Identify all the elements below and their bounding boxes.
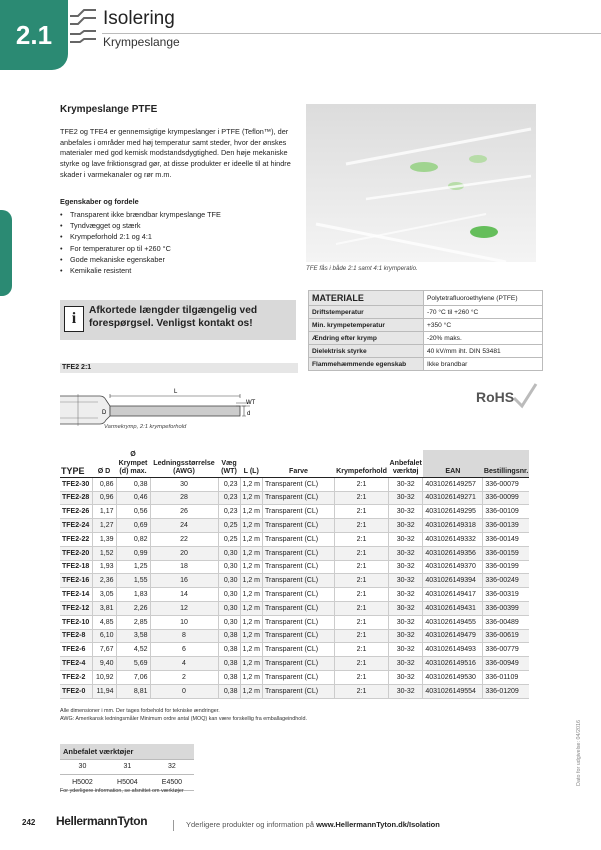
table-cell: TFE2-22 <box>60 532 92 546</box>
table-cell: 2:1 <box>335 560 389 574</box>
table-cell: 336-01209 <box>483 684 530 698</box>
table-cell: 1,2 m <box>240 684 263 698</box>
table-cell: 2,36 <box>92 574 116 588</box>
col-header: Væg (WT) <box>218 450 240 477</box>
table-cell: 30-32 <box>389 684 423 698</box>
table-cell: 11,94 <box>92 684 116 698</box>
table-cell: 2:1 <box>335 670 389 684</box>
brand-logo: HellermannTyton <box>56 814 148 828</box>
table-cell: 0,30 <box>218 546 240 560</box>
shrunk-diameter-label: d <box>247 411 251 417</box>
table-cell: 12 <box>150 601 218 615</box>
table-cell: 6,10 <box>92 629 116 643</box>
tools-table <box>60 744 194 791</box>
table-cell: TFE2-28 <box>60 491 92 505</box>
table-cell: 4031026149257 <box>423 477 483 491</box>
table-cell: Transparent (CL) <box>263 643 335 657</box>
table-cell: 4031026149332 <box>423 532 483 546</box>
feature-item: • Transparent ikke brændbar krympeslange TFE <box>60 209 300 220</box>
table-cell: Transparent (CL) <box>263 560 335 574</box>
notice-text: Afkortede længder tilgængelig ved forespørgsel. Venligst kontakt os! <box>89 305 258 329</box>
table-cell: TFE2-26 <box>60 505 92 519</box>
col-header: EAN <box>423 450 483 477</box>
table-cell: TFE2-14 <box>60 588 92 602</box>
col-header: L (L) <box>240 450 263 477</box>
property-value: +350 °C <box>424 319 543 332</box>
tools-note: For yderligere information, se afsnittet om værktøjer <box>60 788 184 794</box>
table-cell: Transparent (CL) <box>263 657 335 671</box>
table-row <box>60 615 529 629</box>
table-cell: 336-00779 <box>483 643 530 657</box>
table-cell: 0,23 <box>218 477 240 491</box>
table-cell: 4031026149516 <box>423 657 483 671</box>
table-cell: 336-00949 <box>483 657 530 671</box>
tool-cell: E4500 <box>150 775 194 791</box>
footer-link[interactable]: www.HellermannTyton.dk/Isolation <box>316 820 440 829</box>
series-label: TFE2 2:1 <box>60 363 298 373</box>
table-cell: 24 <box>150 519 218 533</box>
col-header: Anbefalet værktøj <box>389 450 423 477</box>
table-cell: 0,23 <box>218 505 240 519</box>
material-header: MATERIALE <box>309 291 424 306</box>
table-cell: 0,25 <box>218 532 240 546</box>
table-cell: 2:1 <box>335 491 389 505</box>
property-label: Ændring efter krymp <box>309 332 424 345</box>
property-value: -20% maks. <box>424 332 543 345</box>
table-cell: 4031026149455 <box>423 615 483 629</box>
shrink-tube-icon <box>68 4 98 50</box>
table-row <box>60 643 529 657</box>
table-cell: 4031026149493 <box>423 643 483 657</box>
table-cell: 4031026149370 <box>423 560 483 574</box>
table-cell: 4031026149431 <box>423 601 483 615</box>
property-label: Dielektrisk styrke <box>309 345 424 358</box>
table-cell: 1,2 m <box>240 574 263 588</box>
table-cell: 0,30 <box>218 560 240 574</box>
table-cell: 0,96 <box>92 491 116 505</box>
table-cell: 1,2 m <box>240 615 263 629</box>
table-cell: TFE2-18 <box>60 560 92 574</box>
product-table <box>60 450 529 699</box>
table-cell: Transparent (CL) <box>263 519 335 533</box>
table-cell: 336-00619 <box>483 629 530 643</box>
tool-cell: H5004 <box>105 775 150 791</box>
property-value: -70 °C til +260 °C <box>424 306 543 319</box>
footer-divider <box>173 820 174 831</box>
table-cell: 30-32 <box>389 546 423 560</box>
table-cell: 2:1 <box>335 643 389 657</box>
table-note: AWG: Amerikansk ledningsmåler Minimum ordre antal (MOQ) kan være forskellig fra emballageindhold. <box>60 716 307 722</box>
table-cell: 4031026149394 <box>423 574 483 588</box>
col-header: Ø Krympet (d) max. <box>116 450 150 477</box>
table-cell: 5,69 <box>116 657 150 671</box>
table-cell: 0,56 <box>116 505 150 519</box>
table-cell: 30-32 <box>389 491 423 505</box>
header-divider <box>102 33 601 34</box>
table-cell: 2:1 <box>335 588 389 602</box>
publication-date: Dato for udgivelse: 04/2016 <box>576 720 582 786</box>
tool-cell: 32 <box>150 759 194 775</box>
col-header: Ø D <box>92 450 116 477</box>
photo-caption: TFE fås i både 2:1 samt 4:1 krymperatio. <box>306 265 418 272</box>
table-cell: 336-00399 <box>483 601 530 615</box>
table-cell: 4,85 <box>92 615 116 629</box>
property-label: Min. krympetemperatur <box>309 319 424 332</box>
table-row <box>60 532 529 546</box>
table-row <box>60 657 529 671</box>
table-cell: 1,2 m <box>240 643 263 657</box>
table-cell: 8,81 <box>116 684 150 698</box>
table-cell: 30-32 <box>389 505 423 519</box>
rohs-text: RoHS <box>476 389 515 405</box>
table-cell: Transparent (CL) <box>263 601 335 615</box>
table-cell: 336-00099 <box>483 491 530 505</box>
page-title: Isolering <box>103 8 175 29</box>
table-cell: 0,38 <box>218 684 240 698</box>
footer-label: Yderligere produkter og information på <box>186 820 317 829</box>
table-cell: 1,2 m <box>240 588 263 602</box>
table-cell: 0,69 <box>116 519 150 533</box>
table-cell: 1,2 m <box>240 657 263 671</box>
info-icon: i <box>64 306 84 332</box>
footer-text <box>186 820 440 829</box>
table-cell: 0 <box>150 684 218 698</box>
table-row <box>60 491 529 505</box>
table-cell: 3,81 <box>92 601 116 615</box>
table-cell: 1,2 m <box>240 519 263 533</box>
col-header: Krympeforhold <box>335 450 389 477</box>
table-row <box>60 505 529 519</box>
product-title: Krympeslange PTFE <box>60 104 158 115</box>
table-cell: TFE2-20 <box>60 546 92 560</box>
table-cell: 336-00249 <box>483 574 530 588</box>
table-cell: 0,86 <box>92 477 116 491</box>
table-cell: 0,30 <box>218 574 240 588</box>
table-note: Alle dimensioner i mm. Der tages forbehold for tekniske ændringer. <box>60 708 220 714</box>
table-cell: 4 <box>150 657 218 671</box>
table-cell: 2:1 <box>335 629 389 643</box>
table-cell: 0,23 <box>218 491 240 505</box>
table-cell: 4031026149479 <box>423 629 483 643</box>
table-cell: 0,30 <box>218 588 240 602</box>
table-cell: 336-00489 <box>483 615 530 629</box>
table-cell: 1,2 m <box>240 491 263 505</box>
table-cell: 3,58 <box>116 629 150 643</box>
table-cell: 1,52 <box>92 546 116 560</box>
table-cell: 20 <box>150 546 218 560</box>
table-cell: 0,38 <box>218 643 240 657</box>
table-cell: 30-32 <box>389 574 423 588</box>
table-cell: 2:1 <box>335 574 389 588</box>
table-cell: 2:1 <box>335 532 389 546</box>
table-cell: TFE2-4 <box>60 657 92 671</box>
tool-cell: 31 <box>105 759 150 775</box>
table-cell: 0,25 <box>218 519 240 533</box>
table-row <box>60 684 529 698</box>
feature-item: • For temperaturer op til +260 °C <box>60 243 300 254</box>
table-cell: 1,2 m <box>240 532 263 546</box>
table-cell: 0,38 <box>116 477 150 491</box>
table-cell: 336-00149 <box>483 532 530 546</box>
page-number: 242 <box>22 818 36 827</box>
table-cell: 2:1 <box>335 477 389 491</box>
table-cell: 30-32 <box>389 532 423 546</box>
table-cell: TFE2-2 <box>60 670 92 684</box>
table-cell: 30 <box>150 477 218 491</box>
table-cell: TFE2-10 <box>60 615 92 629</box>
table-cell: 1,2 m <box>240 560 263 574</box>
table-cell: Transparent (CL) <box>263 588 335 602</box>
table-cell: Transparent (CL) <box>263 574 335 588</box>
table-cell: 1,25 <box>116 560 150 574</box>
col-header: TYPE <box>60 450 92 477</box>
table-cell: 1,2 m <box>240 546 263 560</box>
table-cell: 4031026149318 <box>423 519 483 533</box>
table-cell: 30-32 <box>389 670 423 684</box>
feature-item: • Krympeforhold 2:1 og 4:1 <box>60 231 300 242</box>
table-cell: Transparent (CL) <box>263 546 335 560</box>
section-number: 2.1 <box>0 0 68 70</box>
table-cell: 0,38 <box>218 629 240 643</box>
diagram-caption: Varmekrymp, 2:1 krympeforhold <box>104 424 187 430</box>
table-cell: 3,05 <box>92 588 116 602</box>
table-cell: 2:1 <box>335 615 389 629</box>
length-label: L <box>174 389 178 395</box>
tools-title: Anbefalet værktøjer <box>60 744 194 759</box>
table-cell: 10 <box>150 615 218 629</box>
col-header: Ledningsstørrelse (AWG) <box>150 450 218 477</box>
feature-item: • Tyndvægget og stærk <box>60 220 300 231</box>
table-cell: 336-01109 <box>483 670 530 684</box>
table-cell: 1,2 m <box>240 505 263 519</box>
tool-cell: H5002 <box>60 775 105 791</box>
feature-item: • Kemikalie resistent <box>60 265 300 276</box>
property-value: 40 kV/mm iht. DIN 53481 <box>424 345 543 358</box>
feature-list <box>60 209 300 276</box>
table-cell: 26 <box>150 505 218 519</box>
table-row <box>60 629 529 643</box>
product-photo <box>306 104 536 262</box>
material-table <box>308 290 543 371</box>
table-row <box>60 670 529 684</box>
table-cell: TFE2-0 <box>60 684 92 698</box>
table-cell: 16 <box>150 574 218 588</box>
table-cell: 4031026149530 <box>423 670 483 684</box>
table-cell: 2:1 <box>335 519 389 533</box>
property-value: Ikke brandbar <box>424 358 543 371</box>
table-cell: TFE2-30 <box>60 477 92 491</box>
table-row <box>60 601 529 615</box>
table-cell: 28 <box>150 491 218 505</box>
col-header: Farve <box>263 450 335 477</box>
table-cell: 4031026149554 <box>423 684 483 698</box>
table-cell: 30-32 <box>389 560 423 574</box>
table-cell: 1,2 m <box>240 670 263 684</box>
table-cell: 1,2 m <box>240 629 263 643</box>
table-cell: 14 <box>150 588 218 602</box>
table-cell: 6 <box>150 643 218 657</box>
table-cell: 1,27 <box>92 519 116 533</box>
table-cell: 4,52 <box>116 643 150 657</box>
property-label: Flammehæmmende egenskab <box>309 358 424 371</box>
table-row <box>60 477 529 491</box>
table-cell: Transparent (CL) <box>263 491 335 505</box>
table-cell: 1,93 <box>92 560 116 574</box>
table-cell: Transparent (CL) <box>263 532 335 546</box>
table-cell: Transparent (CL) <box>263 477 335 491</box>
table-cell: 30-32 <box>389 601 423 615</box>
table-cell: 336-00159 <box>483 546 530 560</box>
table-cell: 10,92 <box>92 670 116 684</box>
table-cell: 336-00079 <box>483 477 530 491</box>
table-cell: 30-32 <box>389 477 423 491</box>
table-cell: 2:1 <box>335 505 389 519</box>
table-cell: 30-32 <box>389 657 423 671</box>
table-cell: 2:1 <box>335 684 389 698</box>
table-cell: 1,17 <box>92 505 116 519</box>
col-header: Bestillingsnr. <box>483 450 530 477</box>
diameter-label: D <box>102 410 107 416</box>
table-cell: Transparent (CL) <box>263 670 335 684</box>
tool-cell: 30 <box>60 759 105 775</box>
table-cell: 30-32 <box>389 615 423 629</box>
table-row <box>60 519 529 533</box>
table-cell: TFE2-24 <box>60 519 92 533</box>
table-cell: Transparent (CL) <box>263 629 335 643</box>
table-cell: 4031026149417 <box>423 588 483 602</box>
table-cell: 0,30 <box>218 615 240 629</box>
table-cell: Transparent (CL) <box>263 615 335 629</box>
table-cell: 1,83 <box>116 588 150 602</box>
table-cell: 8 <box>150 629 218 643</box>
table-cell: Transparent (CL) <box>263 684 335 698</box>
product-intro: TFE2 og TFE4 er gennemsigtige krympeslanger i PTFE (Teflon™), der anbefales i områder med høj temperatur samt steder, hvor der ønskes materialer med god kemisk modstandsdygtighed. Den høje mekaniske styrke og lave friktionsgrad gør, at disse produkter er ideelle til at hindre skader i varmekanaler og rør m.m. <box>60 127 291 179</box>
table-row <box>60 546 529 560</box>
table-row <box>60 560 529 574</box>
table-notes <box>60 707 307 723</box>
features-title: Egenskaber og fordele <box>60 197 139 206</box>
table-cell: 1,2 m <box>240 477 263 491</box>
table-row <box>60 588 529 602</box>
table-cell: 4031026149295 <box>423 505 483 519</box>
table-cell: 2:1 <box>335 657 389 671</box>
table-cell: 1,39 <box>92 532 116 546</box>
table-row <box>60 574 529 588</box>
table-cell: 336-00199 <box>483 560 530 574</box>
rohs-logo <box>474 380 538 410</box>
wall-label: WT <box>246 400 256 406</box>
table-cell: 2,85 <box>116 615 150 629</box>
table-cell: 18 <box>150 560 218 574</box>
table-cell: 7,67 <box>92 643 116 657</box>
side-tab <box>0 210 12 296</box>
material-value: Polytetrafluoroethylene (PTFE) <box>424 291 543 306</box>
table-cell: 4031026149271 <box>423 491 483 505</box>
table-cell: 0,46 <box>116 491 150 505</box>
feature-item: • Gode mekaniske egenskaber <box>60 254 300 265</box>
table-cell: 0,38 <box>218 657 240 671</box>
table-cell: 2:1 <box>335 546 389 560</box>
table-cell: TFE2-16 <box>60 574 92 588</box>
table-cell: 336-00139 <box>483 519 530 533</box>
table-cell: Transparent (CL) <box>263 505 335 519</box>
table-cell: 2 <box>150 670 218 684</box>
table-cell: 30-32 <box>389 588 423 602</box>
table-cell: 30-32 <box>389 643 423 657</box>
property-label: Driftstemperatur <box>309 306 424 319</box>
table-cell: TFE2-6 <box>60 643 92 657</box>
table-cell: 0,30 <box>218 601 240 615</box>
table-cell: 0,82 <box>116 532 150 546</box>
table-cell: 2:1 <box>335 601 389 615</box>
page-subtitle: Krympeslange <box>103 35 180 49</box>
table-cell: 22 <box>150 532 218 546</box>
table-cell: 7,06 <box>116 670 150 684</box>
table-cell: 4031026149356 <box>423 546 483 560</box>
table-cell: 30-32 <box>389 629 423 643</box>
table-cell: TFE2-12 <box>60 601 92 615</box>
table-cell: 336-00109 <box>483 505 530 519</box>
table-cell: 0,38 <box>218 670 240 684</box>
table-cell: 2,26 <box>116 601 150 615</box>
table-cell: 1,2 m <box>240 601 263 615</box>
table-cell: TFE2-8 <box>60 629 92 643</box>
table-cell: 30-32 <box>389 519 423 533</box>
table-cell: 0,99 <box>116 546 150 560</box>
table-cell: 336-00319 <box>483 588 530 602</box>
table-cell: 1,55 <box>116 574 150 588</box>
table-cell: 9,40 <box>92 657 116 671</box>
